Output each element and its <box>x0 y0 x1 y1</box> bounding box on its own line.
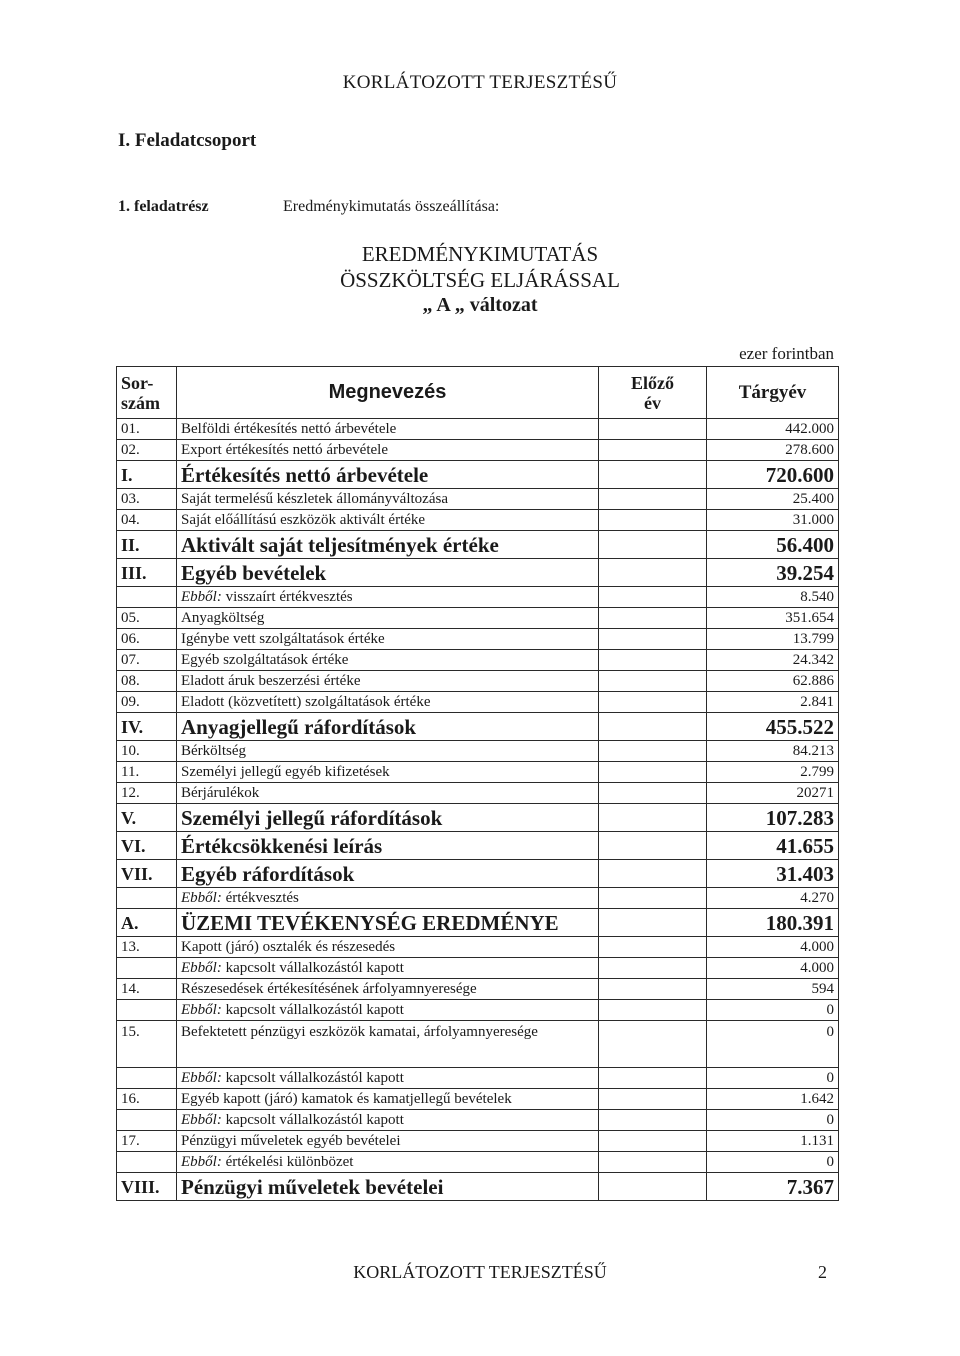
table-row <box>117 979 839 1000</box>
row-code: 13. <box>117 937 177 958</box>
ebbol-prefix: Ebből: <box>181 1154 222 1170</box>
row-code: 14. <box>117 979 177 1000</box>
row-previous-value <box>599 510 707 531</box>
row-previous-value <box>599 1000 707 1021</box>
row-previous-value <box>599 762 707 783</box>
row-previous-value <box>599 692 707 713</box>
row-code <box>117 587 177 608</box>
row-name-text: értékvesztés <box>221 890 299 906</box>
row-code: 11. <box>117 762 177 783</box>
row-name: Egyéb szolgáltatások értéke <box>177 650 599 671</box>
row-current-value: 2.799 <box>707 762 839 783</box>
row-name: Eladott (közvetített) szolgáltatások értéke <box>177 692 599 713</box>
table-row <box>117 888 839 909</box>
table-subtotal-row <box>117 531 839 559</box>
column-header-previous-year <box>599 367 707 419</box>
row-current-value: 4.270 <box>707 888 839 909</box>
column-header-number <box>117 367 177 419</box>
restricted-distribution-header: KORLÁTOZOTT TERJESZTÉSŰ <box>342 72 618 93</box>
row-name: Egyéb ráfordítások <box>177 860 599 888</box>
table-row <box>117 1021 839 1068</box>
row-previous-value <box>599 608 707 629</box>
row-name: Bérjárulékok <box>177 783 599 804</box>
ebbol-prefix: Ebből: <box>181 890 222 906</box>
row-previous-value <box>599 419 707 440</box>
report-version: „ A „ változat <box>422 294 538 316</box>
table-row <box>117 650 839 671</box>
row-name-text: visszaírt értékvesztés <box>221 589 353 605</box>
row-current-value: 0 <box>707 1068 839 1089</box>
row-code: VIII. <box>117 1173 177 1201</box>
income-statement-table <box>116 366 839 1201</box>
row-code: I. <box>117 461 177 489</box>
row-name <box>177 1152 599 1173</box>
table-row <box>117 741 839 762</box>
row-name: Belföldi értékesítés nettó árbevétele <box>177 419 599 440</box>
row-name: Egyéb bevételek <box>177 559 599 587</box>
row-current-value: 442.000 <box>707 419 839 440</box>
row-code: 17. <box>117 1131 177 1152</box>
table-row <box>117 692 839 713</box>
table-row <box>117 762 839 783</box>
row-previous-value <box>599 937 707 958</box>
row-name: Bérköltség <box>177 741 599 762</box>
row-name: ÜZEMI TEVÉKENYSÉG EREDMÉNYE <box>177 909 599 937</box>
row-current-value: 13.799 <box>707 629 839 650</box>
row-code: 07. <box>117 650 177 671</box>
row-code: 12. <box>117 783 177 804</box>
column-header-current-year: Tárgyév <box>707 367 839 419</box>
table-row <box>117 1000 839 1021</box>
row-previous-value <box>599 860 707 888</box>
table-subtotal-row <box>117 909 839 937</box>
row-name: Pénzügyi műveletek bevételei <box>177 1173 599 1201</box>
row-code: 15. <box>117 1021 177 1068</box>
table-row <box>117 1089 839 1110</box>
table-subtotal-row <box>117 461 839 489</box>
row-name: Anyagköltség <box>177 608 599 629</box>
task-description: Eredménykimutatás összeállítása: <box>283 198 500 215</box>
row-previous-value <box>599 587 707 608</box>
row-code: 08. <box>117 671 177 692</box>
row-code: VII. <box>117 860 177 888</box>
row-current-value: 1.131 <box>707 1131 839 1152</box>
row-previous-value <box>599 1021 707 1068</box>
restricted-distribution-footer: KORLÁTOZOTT TERJESZTÉSŰ <box>353 1262 607 1282</box>
row-current-value: 0 <box>707 1152 839 1173</box>
row-current-value: 31.403 <box>707 860 839 888</box>
row-name-text: értékelési különbözet <box>221 1154 354 1170</box>
row-current-value: 0 <box>707 1000 839 1021</box>
row-name: Aktivált saját teljesítmények értéke <box>177 531 599 559</box>
ebbol-prefix: Ebből: <box>181 960 222 976</box>
units-label: ezer forintban <box>739 344 834 363</box>
row-previous-value <box>599 629 707 650</box>
report-title: EREDMÉNYKIMUTATÁS <box>361 242 599 266</box>
column-header-previous-line2: év <box>644 392 661 413</box>
row-current-value: 84.213 <box>707 741 839 762</box>
row-code <box>117 888 177 909</box>
row-previous-value <box>599 832 707 860</box>
row-code <box>117 1068 177 1089</box>
table-row <box>117 587 839 608</box>
report-subtitle: ÖSSZKÖLTSÉG ELJÁRÁSSAL <box>340 268 620 292</box>
table-row <box>117 440 839 461</box>
row-code: V. <box>117 804 177 832</box>
row-name-text: kapcsolt vállalkozástól kapott <box>221 960 404 976</box>
ebbol-prefix: Ebből: <box>181 589 222 605</box>
row-name: Egyéb kapott (járó) kamatok és kamatjellegű bevételek <box>177 1089 599 1110</box>
row-current-value: 41.655 <box>707 832 839 860</box>
row-current-value: 31.000 <box>707 510 839 531</box>
row-current-value: 4.000 <box>707 958 839 979</box>
row-name: Export értékesítés nettó árbevétele <box>177 440 599 461</box>
row-current-value: 0 <box>707 1021 839 1068</box>
row-code: A. <box>117 909 177 937</box>
row-current-value: 24.342 <box>707 650 839 671</box>
group-title: I. Feladatcsoport <box>118 130 257 151</box>
page-number: 2 <box>818 1262 827 1282</box>
row-previous-value <box>599 713 707 741</box>
row-previous-value <box>599 1131 707 1152</box>
ebbol-prefix: Ebből: <box>181 1002 222 1018</box>
row-name <box>177 1000 599 1021</box>
table-row <box>117 958 839 979</box>
table-row <box>117 419 839 440</box>
row-current-value: 4.000 <box>707 937 839 958</box>
row-previous-value <box>599 671 707 692</box>
row-code: 10. <box>117 741 177 762</box>
row-name: Értékcsökkenési leírás <box>177 832 599 860</box>
table-row <box>117 1068 839 1089</box>
table-header-row <box>117 367 839 419</box>
row-previous-value <box>599 741 707 762</box>
task-label: 1. feladatrész <box>118 198 209 215</box>
row-name: Befektetett pénzügyi eszközök kamatai, árfolyamnyeresége <box>177 1021 599 1068</box>
row-name: Kapott (járó) osztalék és részesedés <box>177 937 599 958</box>
row-name: Személyi jellegű ráfordítások <box>177 804 599 832</box>
row-name: Eladott áruk beszerzési értéke <box>177 671 599 692</box>
row-code: 09. <box>117 692 177 713</box>
table-row <box>117 489 839 510</box>
row-previous-value <box>599 1068 707 1089</box>
table-row <box>117 629 839 650</box>
table-row <box>117 783 839 804</box>
row-current-value: 1.642 <box>707 1089 839 1110</box>
row-code: 05. <box>117 608 177 629</box>
row-name: Saját termelésű készletek állományváltozása <box>177 489 599 510</box>
row-current-value: 720.600 <box>707 461 839 489</box>
row-current-value: 455.522 <box>707 713 839 741</box>
row-previous-value <box>599 888 707 909</box>
row-name <box>177 888 599 909</box>
row-code: 04. <box>117 510 177 531</box>
row-code <box>117 1110 177 1131</box>
table-row <box>117 510 839 531</box>
row-name: Értékesítés nettó árbevétele <box>177 461 599 489</box>
row-name: Pénzügyi műveletek egyéb bevételei <box>177 1131 599 1152</box>
row-current-value: 20271 <box>707 783 839 804</box>
row-previous-value <box>599 440 707 461</box>
row-current-value: 2.841 <box>707 692 839 713</box>
row-name <box>177 1110 599 1131</box>
row-current-value: 594 <box>707 979 839 1000</box>
row-previous-value <box>599 1173 707 1201</box>
row-current-value: 62.886 <box>707 671 839 692</box>
row-name: Anyagjellegű ráfordítások <box>177 713 599 741</box>
table-row <box>117 1110 839 1131</box>
row-current-value: 7.367 <box>707 1173 839 1201</box>
row-previous-value <box>599 1110 707 1131</box>
row-code <box>117 1000 177 1021</box>
row-code: IV. <box>117 713 177 741</box>
row-code <box>117 1152 177 1173</box>
row-previous-value <box>599 979 707 1000</box>
table-row <box>117 608 839 629</box>
row-previous-value <box>599 531 707 559</box>
row-name <box>177 1068 599 1089</box>
column-header-number-line2: szám <box>121 392 160 413</box>
row-current-value: 25.400 <box>707 489 839 510</box>
row-code: 01. <box>117 419 177 440</box>
row-name <box>177 958 599 979</box>
row-name: Személyi jellegű egyéb kifizetések <box>177 762 599 783</box>
table-row <box>117 937 839 958</box>
table-subtotal-row <box>117 559 839 587</box>
row-code: 03. <box>117 489 177 510</box>
row-code: 06. <box>117 629 177 650</box>
row-previous-value <box>599 489 707 510</box>
row-current-value: 278.600 <box>707 440 839 461</box>
row-previous-value <box>599 461 707 489</box>
row-current-value: 0 <box>707 1110 839 1131</box>
row-code: III. <box>117 559 177 587</box>
table-row <box>117 1131 839 1152</box>
row-code <box>117 958 177 979</box>
row-current-value: 8.540 <box>707 587 839 608</box>
row-name: Igénybe vett szolgáltatások értéke <box>177 629 599 650</box>
table-subtotal-row <box>117 860 839 888</box>
row-current-value: 107.283 <box>707 804 839 832</box>
row-name <box>177 587 599 608</box>
row-current-value: 180.391 <box>707 909 839 937</box>
column-header-name: Megnevezés <box>177 367 599 419</box>
row-name: Részesedések értékesítésének árfolyamnyeresége <box>177 979 599 1000</box>
table-row <box>117 671 839 692</box>
row-code: 02. <box>117 440 177 461</box>
ebbol-prefix: Ebből: <box>181 1070 222 1086</box>
row-current-value: 56.400 <box>707 531 839 559</box>
row-name: Saját előállítású eszközök aktivált értéke <box>177 510 599 531</box>
table-row <box>117 1152 839 1173</box>
table-subtotal-row <box>117 1173 839 1201</box>
row-previous-value <box>599 909 707 937</box>
row-name-text: kapcsolt vállalkozástól kapott <box>221 1112 404 1128</box>
table-subtotal-row <box>117 832 839 860</box>
column-header-previous-line1: Előző <box>631 372 674 393</box>
row-previous-value <box>599 804 707 832</box>
row-code: VI. <box>117 832 177 860</box>
table-subtotal-row <box>117 713 839 741</box>
row-previous-value <box>599 559 707 587</box>
row-code: 16. <box>117 1089 177 1110</box>
row-current-value: 39.254 <box>707 559 839 587</box>
row-code: II. <box>117 531 177 559</box>
row-previous-value <box>599 650 707 671</box>
row-current-value: 351.654 <box>707 608 839 629</box>
row-previous-value <box>599 958 707 979</box>
row-previous-value <box>599 783 707 804</box>
row-name-text: kapcsolt vállalkozástól kapott <box>221 1002 404 1018</box>
row-previous-value <box>599 1152 707 1173</box>
column-header-number-line1: Sor- <box>121 372 154 393</box>
ebbol-prefix: Ebből: <box>181 1112 222 1128</box>
row-name-text: kapcsolt vállalkozástól kapott <box>221 1070 404 1086</box>
row-previous-value <box>599 1089 707 1110</box>
table-subtotal-row <box>117 804 839 832</box>
